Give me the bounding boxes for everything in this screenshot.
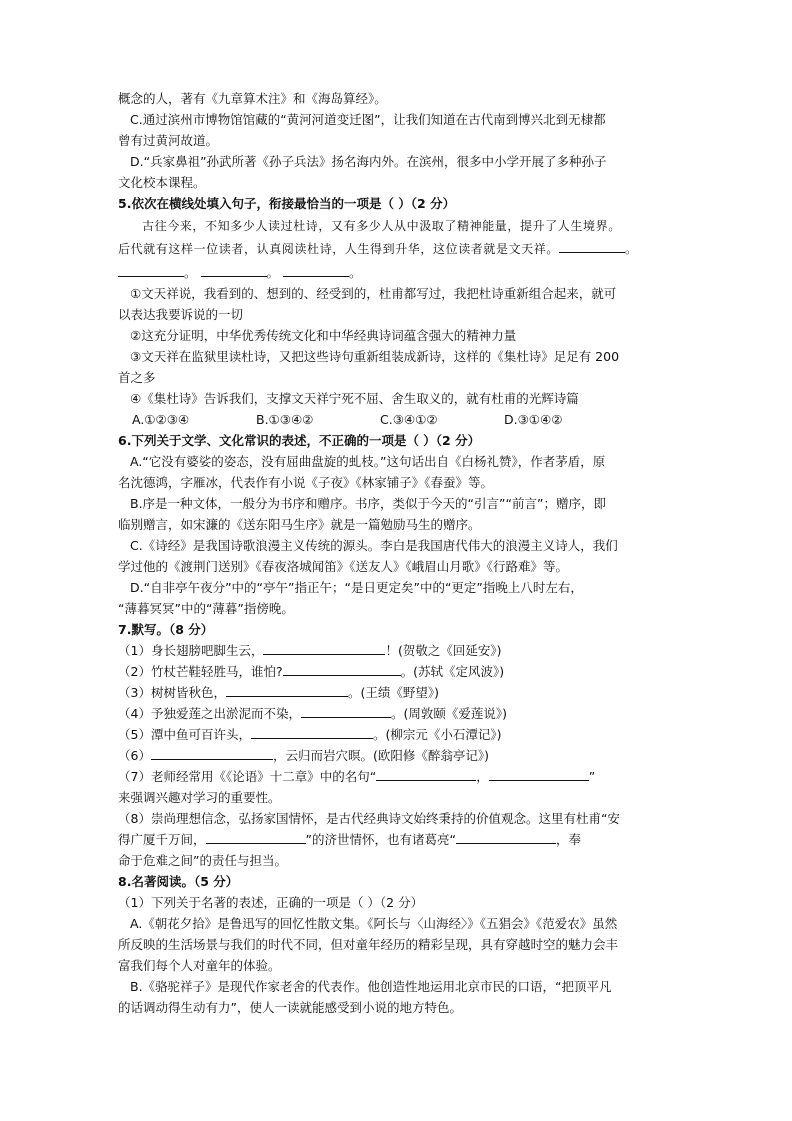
text-line: 概念的人，著有《九章算术注》和《海岛算经》。 — [118, 91, 387, 106]
question-6-title: 6.下列关于文学、文化常识的表述，不正确的一项是（ ）（2 分） — [118, 433, 481, 448]
passage-line: 后代就有这样一位读者，认真阅读杜诗，人生得到升华，这位读者就是文天祥。 。 — [118, 239, 722, 260]
answer-blank[interactable] — [283, 263, 349, 277]
answer-blank[interactable] — [376, 767, 476, 781]
answer-blank[interactable] — [263, 641, 385, 655]
sentence-3-cont: 首之多 — [118, 370, 156, 385]
option-d-text: D.“自非亭午夜分”中的“亭午”指正午；“是日更定矣”中的“更定”指晚上八时左右， — [130, 580, 583, 595]
dictation-item-8-cont: 得广厦千万间， ”的济世情怀，也有诸葛亮“ ，奉 — [118, 832, 581, 847]
options-row — [118, 409, 722, 430]
answer-blank[interactable] — [559, 239, 625, 253]
answer-blank[interactable] — [201, 263, 267, 277]
answer-blank[interactable] — [489, 767, 589, 781]
option-b[interactable]: B.①③④② — [256, 412, 314, 427]
text-line: 文化校本课程。 — [118, 175, 206, 190]
answer-blank[interactable] — [206, 830, 306, 844]
dictation-item-3: （3）树树皆秋色， 。(王绩《野望》) — [118, 685, 439, 700]
dictation-item-7: （7）老师经常用《《论语》十二章》中的名句“ ， ” — [118, 769, 596, 784]
question-5-title: 5.依次在横线处填入句子，衔接最恰当的一项是（ ）（2 分） — [118, 196, 456, 211]
question-7-title: 7.默写。（8 分） — [118, 622, 214, 637]
blank-line: 。 。 。 — [118, 262, 722, 283]
sentence-4: ④《集杜诗》告诉我们，支撑文天祥宁死不屈、舍生取义的，就有杜甫的光辉诗篇 — [130, 391, 579, 406]
answer-blank[interactable] — [283, 662, 401, 676]
question-8-sub1: （1）下列关于名著的表述，正确的一项是（ ）（2 分） — [118, 895, 424, 910]
dictation-item-8: （8）崇尚理想信念，弘扬家国情怀，是古代经典诗文始终秉持的价值观念。这里有杜甫“安 — [118, 811, 620, 826]
dictation-item-7-cont: 来强调兴趣对学习的重要性。 — [118, 790, 281, 805]
option-b-text-cont: 的话调动得生动有力”，使人一读就能感受到小说的地方特色。 — [118, 1000, 462, 1015]
option-a-text: A.《朝花夕拾》是鲁迅写的回忆性散文集。《阿长与〈山海经〉》《五猖会》《范爱农》虽然 — [130, 916, 618, 931]
text-line: 曾有过黄河故道。 — [118, 133, 219, 148]
option-a-text: A.“它没有婆娑的姿态，没有屈曲盘旋的虬枝。”这句话出自《白杨礼赞》，作者茅盾，原 — [130, 454, 606, 469]
dictation-item-4: （4）予独爱莲之出淤泥而不染， 。(周敦颐《爱莲说》) — [118, 706, 507, 721]
answer-blank[interactable] — [226, 683, 348, 697]
sentence-2: ②这充分证明，中华优秀传统文化和中华经典诗词蕴含强大的精神力量 — [130, 328, 517, 343]
dictation-item-2: （2）竹杖芒鞋轻胜马，谁怕? 。(苏轼《定风波》) — [118, 664, 505, 679]
option-b-text: B.《骆驼祥子》是现代作家老舍的代表作。他创造性地运用北京市民的口语，“把顶平凡 — [130, 979, 612, 994]
question-8-title: 8.名著阅读。（5 分） — [118, 874, 239, 889]
option-d-text-cont: “薄暮冥冥”中的“薄暮”指傍晚。 — [118, 601, 294, 616]
text-line: D.“兵家鼻祖”孙武所著《孙子兵法》扬名海内外。在滨州，很多中小学开展了多种孙子 — [130, 154, 607, 169]
dictation-item-5: （5）潭中鱼可百许头， 。(柳宗元《小石潭记》) — [118, 727, 502, 742]
option-b-text: B.序是一种文体，一般分为书序和赠序。书序，类似于今天的“引言”“前言”；赠序，即 — [130, 496, 606, 511]
option-c[interactable]: C.③④①② — [380, 412, 438, 427]
passage-line: 古往今来，不知多少人读过杜诗，又有多少人从中汲取了精神能量，提升了人生境界。 — [142, 219, 621, 233]
dictation-item-1: （1）身长翅膀吧脚生云， ！(贺敬之《回延安》) — [118, 643, 502, 658]
dictation-item-6: （6） ，云归而岩穴暝。(欧阳修《醉翁亭记》) — [118, 748, 489, 763]
option-c-text: C.《诗经》是我国诗歌浪漫主义传统的源头。李白是我国唐代伟大的浪漫主义诗人，我们 — [130, 538, 618, 553]
dictation-item-8-end: 命于危难之间”的责任与担当。 — [118, 853, 287, 868]
option-d[interactable]: D.③①④② — [504, 412, 563, 427]
sentence-3: ③文天祥在监狱里读杜诗，又把这些诗句重新组装成新诗，这样的《集杜诗》足足有 200 — [130, 349, 620, 364]
option-c-text-cont: 学过他的《渡荆门送别》《春夜洛城闻笛》《送友人》《峨眉山月歌》《行路难》等。 — [118, 559, 569, 574]
option-a-text-end: 富我们每个人对童年的体验。 — [118, 958, 281, 973]
sentence-1: ①文天祥说，我看到的、想到的、经受到的，杜甫都写过，我把杜诗重新组合起来，就可 — [130, 286, 617, 301]
option-a-text-cont: 所反映的生活场景与我们的时代不同，但对童年经历的精彩呈现，具有穿越时空的魅力会丰 — [118, 937, 619, 952]
option-a[interactable]: A.①②③④ — [132, 412, 190, 427]
option-b-text-cont: 临别赠言，如宋濂的《送东阳马生序》就是一篇勉励马生的赠序。 — [118, 517, 481, 532]
option-a-text-cont: 名沈德鸿，字雁冰，代表作有小说《子夜》《林家铺子》《春蚕》等。 — [118, 475, 494, 490]
text-line: C.通过滨州市博物馆馆藏的“黄河河道变迁图”，让我们知道在古代南到博兴北到无棣都 — [130, 112, 606, 127]
answer-blank[interactable] — [151, 746, 273, 760]
answer-blank[interactable] — [251, 725, 373, 739]
answer-blank[interactable] — [301, 704, 391, 718]
answer-blank[interactable] — [456, 830, 556, 844]
answer-blank[interactable] — [118, 263, 184, 277]
sentence-1-cont: 以表达我要诉说的一切 — [118, 307, 244, 322]
